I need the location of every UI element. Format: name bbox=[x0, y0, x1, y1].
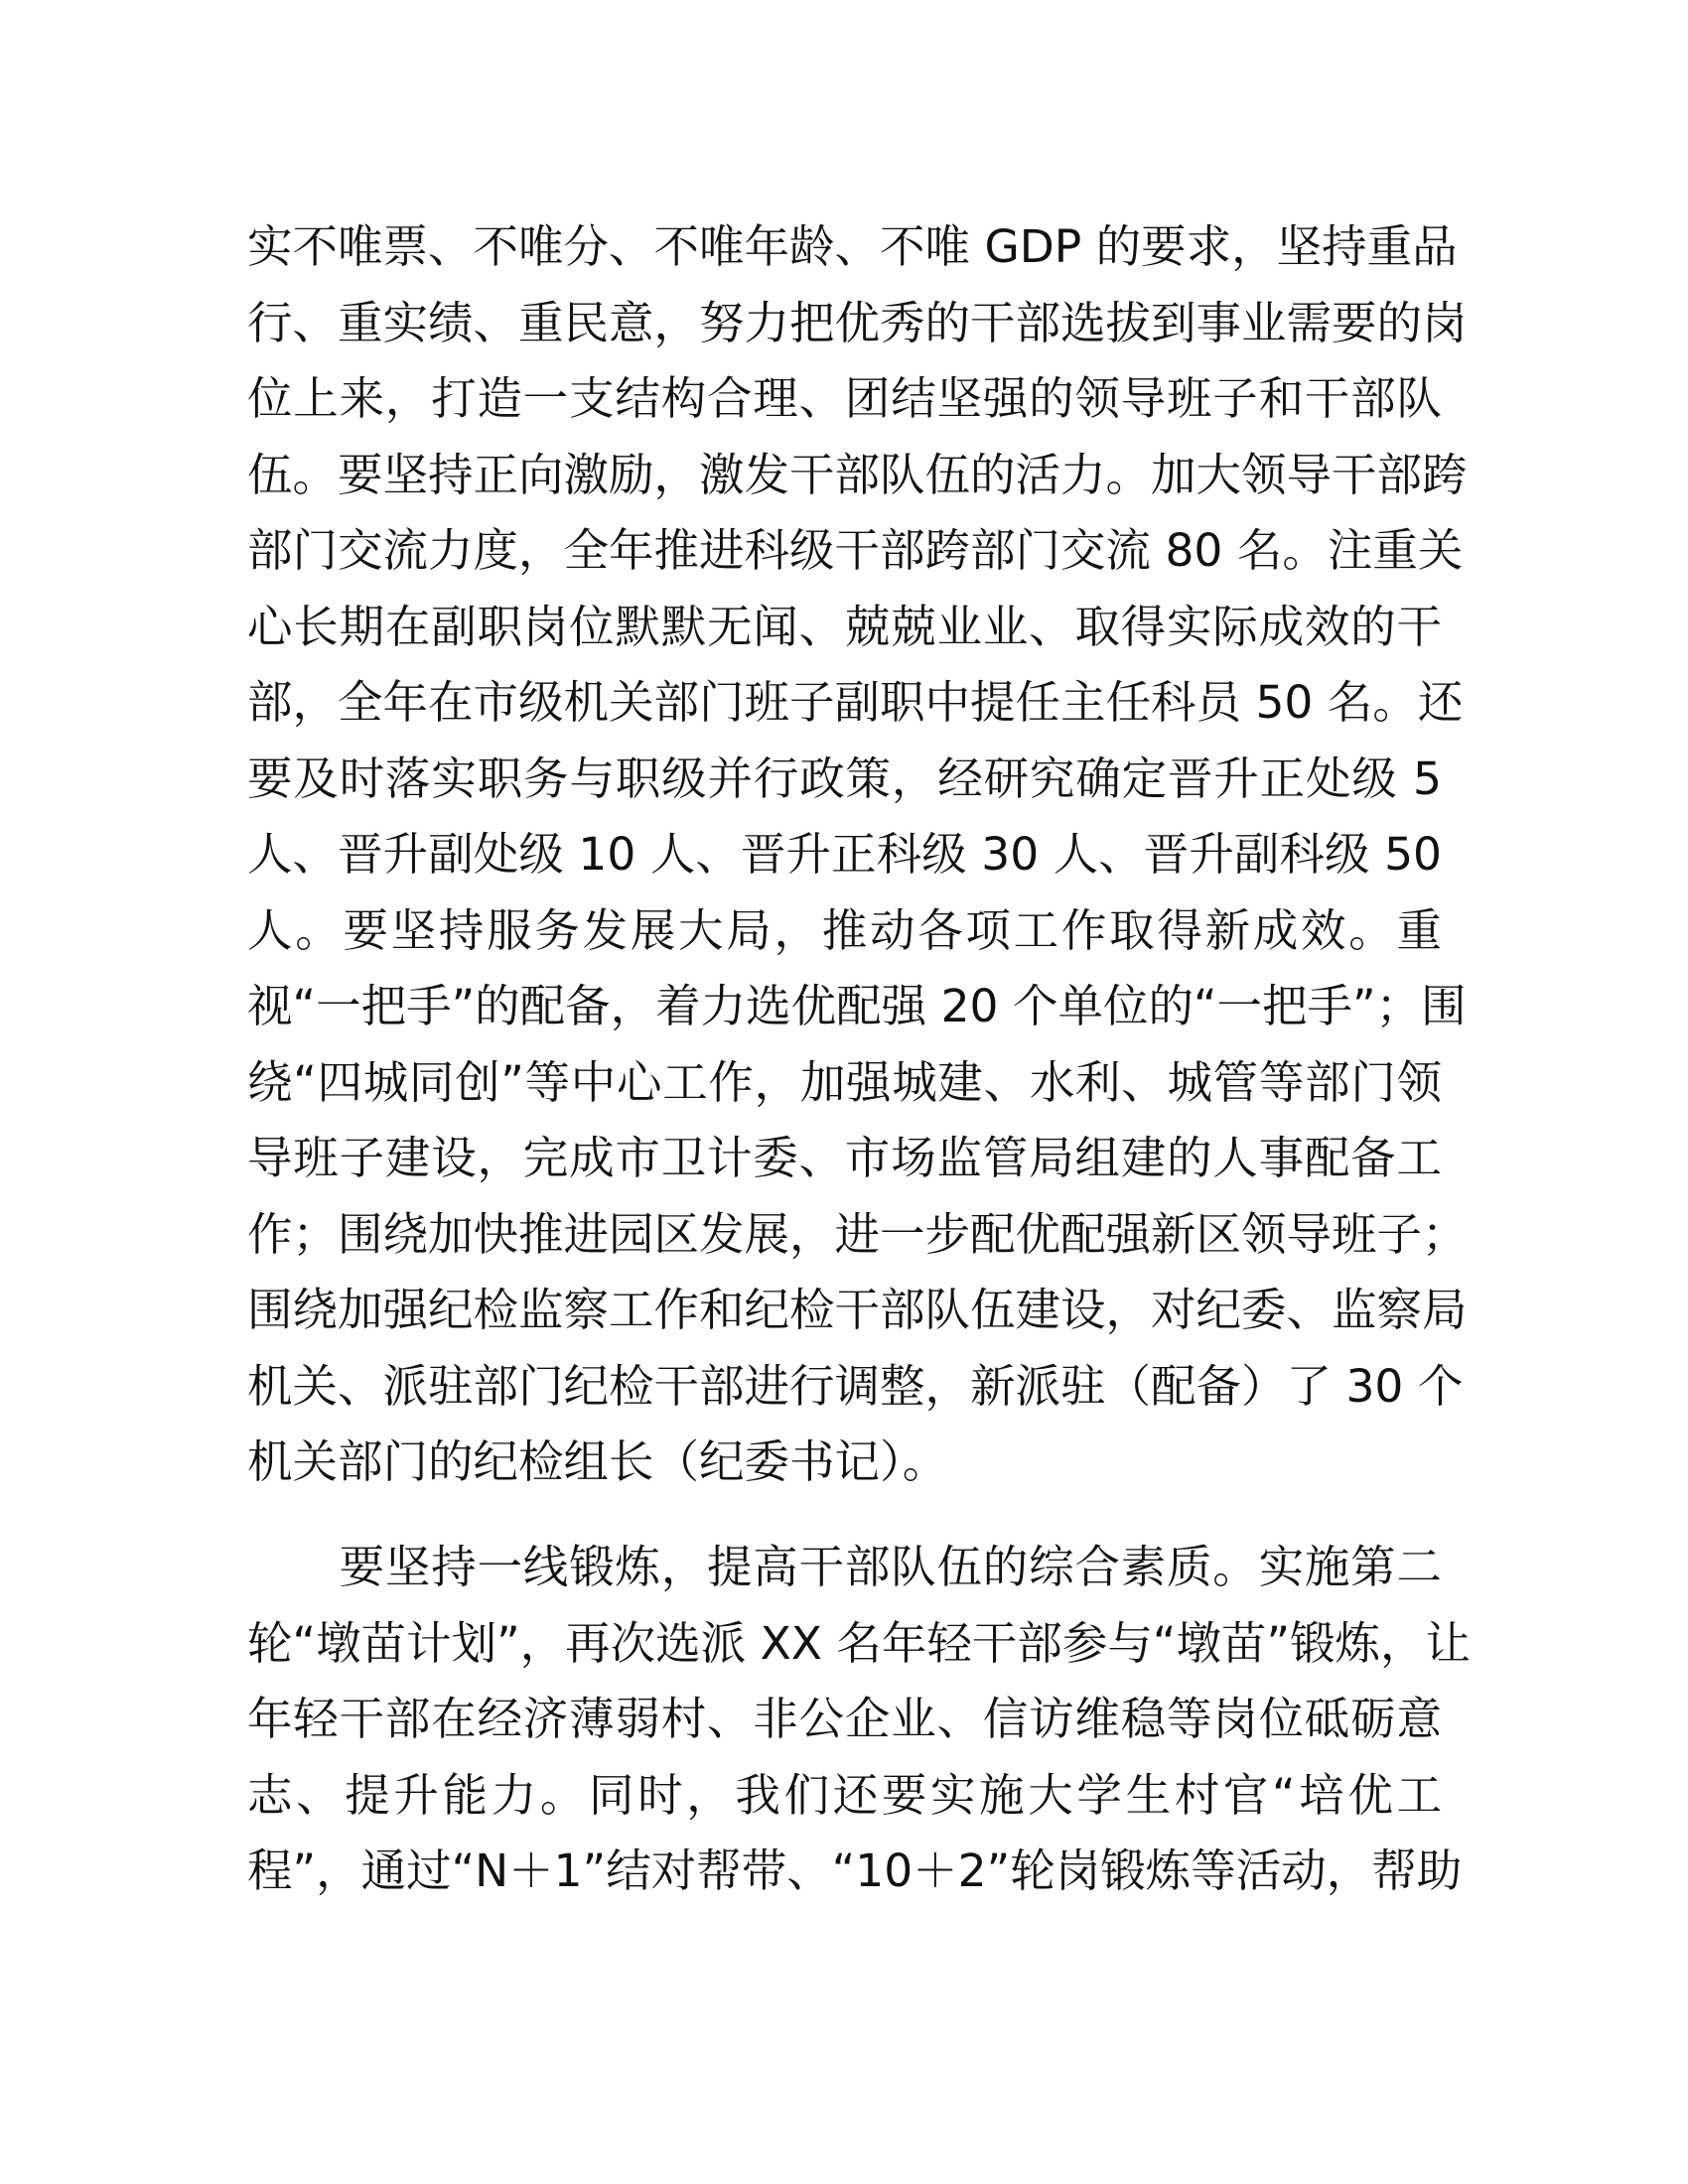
paragraph-2 bbox=[247, 1530, 1472, 1910]
text-line: 行、重实绩、重民意，努力把优秀的干部选拔到事业需要的岗 bbox=[247, 296, 1468, 349]
text-line: 机关部门的纪检组长（纪委书记）。 bbox=[247, 1435, 948, 1488]
paragraph-1 bbox=[247, 209, 1468, 1501]
text-line: 人、晋升副处级 10 人、晋升正科级 30 人、晋升副科级 50 bbox=[247, 828, 1442, 881]
text-line: 心长期在副职岗位默默无闻、兢兢业业、取得实际成效的干 bbox=[247, 600, 1442, 653]
text-line: 部门交流力度，全年推进科级干部跨部门交流 80 名。注重关 bbox=[247, 524, 1464, 577]
text-line: 轮“墩苗计划”，再次选派 XX 名年轻干部参与“墩苗”锻炼，让 bbox=[247, 1616, 1472, 1670]
text-line: 视“一把手”的配备，着力选优配强 20 个单位的“一把手”；围 bbox=[247, 980, 1467, 1032]
text-line: 要及时落实职务与职级并行政策，经研究确定晋升正处级 5 bbox=[247, 751, 1442, 805]
text-line: 绕“四城同创”等中心工作，加强城建、水利、城管等部门领 bbox=[247, 1055, 1442, 1109]
text-line: 部，全年在市级机关部门班子副职中提任主任科员 50 名。还 bbox=[247, 676, 1464, 729]
text-line: 围绕加强纪检监察工作和纪检干部队伍建设，对纪委、监察局 bbox=[247, 1284, 1468, 1336]
text-line: 作；围绕加快推进园区发展，进一步配优配强新区领导班子； bbox=[247, 1207, 1468, 1261]
text-line: 导班子建设，完成市卫计委、市场监管局组建的人事配备工 bbox=[247, 1132, 1442, 1184]
text-line: 志、提升能力。同时，我们还要实施大学生村官“培优工 bbox=[247, 1768, 1442, 1822]
text-line: 机关、派驻部门纪检干部进行调整，新派驻（配备）了 30 个 bbox=[247, 1359, 1464, 1413]
text-line: 人。要坚持服务发展大局，推动各项工作取得新成效。重 bbox=[247, 903, 1442, 957]
text-line: 年轻干部在经济薄弱村、非公企业、信访维稳等岗位砥砺意 bbox=[247, 1693, 1442, 1745]
text-line: 程”，通过“N＋1”结对帮带、“10＋2”轮岗锻炼等活动，帮助 bbox=[247, 1844, 1463, 1897]
text-line: 伍。要坚持正向激励，激发干部队伍的活力。加大领导干部跨 bbox=[247, 448, 1468, 501]
text-line: 要坚持一线锻炼，提高干部队伍的综合素质。实施第二 bbox=[247, 1541, 1442, 1593]
text-line: 位上来，打造一支结构合理、团结坚强的领导班子和干部队 bbox=[247, 372, 1442, 425]
text-line: 实不唯票、不唯分、不唯年龄、不唯 GDP 的要求，坚持重品 bbox=[247, 220, 1458, 273]
